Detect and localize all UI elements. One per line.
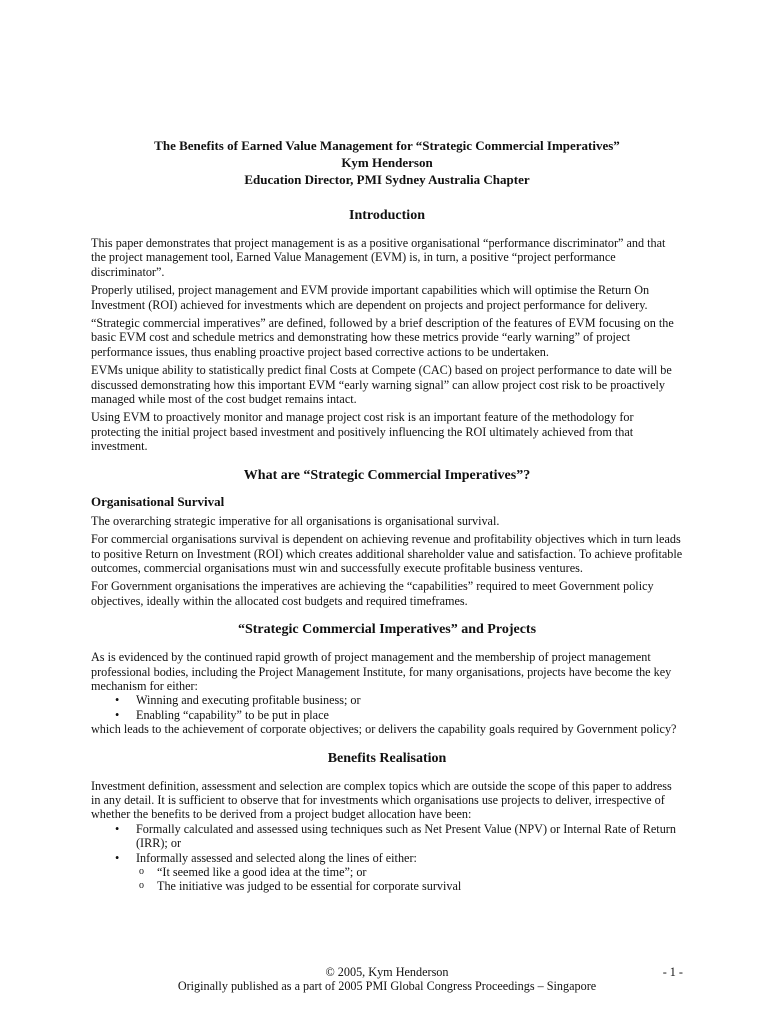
list-item: o The initiative was judged to be essential for corporate survival	[139, 879, 462, 894]
list-item: • Winning and executing profitable business; or	[115, 693, 361, 708]
bullet-icon: •	[115, 707, 120, 722]
author-affiliation: Education Director, PMI Sydney Australia Chapter	[244, 172, 530, 187]
bullet-icon: •	[115, 850, 120, 865]
page-footer	[91, 965, 683, 994]
circle-bullet-icon: o	[139, 880, 144, 892]
imperatives-paragraph: For Government organisations the imperatives are achieving the “capabilities” required to meet Government policy objectives, ideally within the allocated cost budgets and required timeframes.	[91, 579, 654, 608]
subheading-organisational-survival: Organisational Survival	[91, 493, 225, 509]
imperatives-paragraph: For commercial organisations survival is dependent on achieving revenue and profitability objectives which in turn leads to positive Return on Investment (ROI) which creates additional shareholder value and satisfaction. To achieve profitable outcomes, commercial organisations must win and successfully execute profitable business ventures.	[91, 532, 683, 575]
projects-bullet-list	[91, 693, 683, 722]
page-number: - 1 -	[662, 965, 683, 979]
document-title: The Benefits of Earned Value Management for “Strategic Commercial Imperatives”	[154, 138, 620, 153]
heading-strategic-imperatives: What are “Strategic Commercial Imperatives”?	[243, 467, 531, 483]
heading-benefits-realisation: Benefits Realisation	[327, 750, 447, 766]
intro-paragraph: Using EVM to proactively monitor and manage project cost risk is an important feature of the methodology for protecting the initial project based investment and positively influencing the ROI ultimately achieved from that investment.	[91, 410, 634, 454]
list-item: • Enabling “capability” to be put in place	[115, 707, 329, 722]
benefits-intro: Investment definition, assessment and selection are complex topics which are outside the scope of this paper to address in any detail. It is sufficient to observe that for investments which organisations use projects to deliver, irrespective of whether the benefits to be derived from a project budget allocation have been:	[91, 778, 672, 822]
bullet-icon: •	[115, 821, 120, 836]
author-name: Kym Henderson	[341, 155, 433, 170]
projects-intro: As is evidenced by the continued rapid growth of project management and the membership of project management professional bodies, including the Project Management Institute, for many organisations, projects have become the key mechanism for either:	[91, 650, 672, 693]
circle-bullet-icon: o	[139, 866, 144, 877]
title-block	[91, 137, 683, 188]
benefits-bullet-list	[91, 822, 683, 865]
imperatives-paragraph: The overarching strategic imperative for all organisations is organisational survival.	[91, 513, 500, 528]
list-item: • Informally assessed and selected along the lines of either:	[115, 850, 417, 865]
list-item: • Formally calculated and assessed using techniques such as Net Present Value (NPV) or Internal Rate of Return (IRR); or	[115, 821, 676, 851]
intro-paragraph: This paper demonstrates that project management is as a positive organisational “performance discriminator” and that the project management tool, Earned Value Management (EVM) is, in turn, a positive “project performance discriminator”.	[91, 236, 666, 279]
heading-introduction: Introduction	[349, 208, 425, 223]
intro-paragraph: EVMs unique ability to statistically predict final Costs at Compete (CAC) based on project performance to date will be discussed demonstrating how this important EVM “early warning signal” can allow project cost risk to be proactively managed while most of the cost budget remains intact.	[91, 363, 672, 407]
page-content	[91, 137, 683, 894]
footer-published: Originally published as a part of 2005 PMI Global Congress Proceedings – Singapore	[177, 979, 597, 994]
heading-imperatives-and-projects: “Strategic Commercial Imperatives” and Projects	[237, 622, 537, 638]
intro-paragraph: “Strategic commercial imperatives” are defined, followed by a brief description of the features of EVM focusing on the basic EVM cost and schedule metrics and demonstrating how these metrics provide “early warning” of project performance issues, thus enabling proactive project based corrective actions to be undertaken.	[91, 316, 674, 359]
bullet-icon: •	[115, 693, 120, 708]
intro-paragraph: Properly utilised, project management and EVM provide important capabilities which will optimise the Return On Investment (ROI) achieved for investments which are dependent on projects and project performance for delivery.	[91, 283, 650, 312]
benefits-sub-bullet-list	[91, 865, 683, 894]
projects-closing: which leads to the achievement of corporate objectives; or delivers the capability goals required by Government policy?	[91, 722, 677, 737]
list-item: o “It seemed like a good idea at the time”; or	[139, 865, 367, 879]
footer-copyright: © 2005, Kym Henderson	[325, 965, 449, 979]
